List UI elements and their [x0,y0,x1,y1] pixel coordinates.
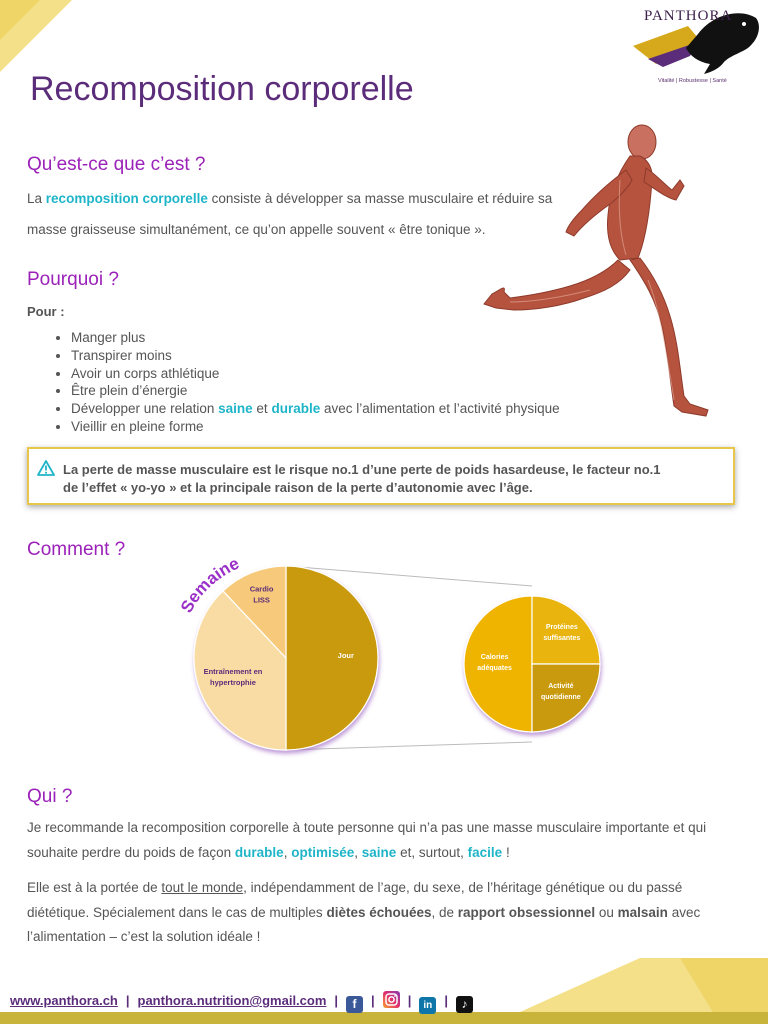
comma: , [283,844,288,860]
website-link[interactable]: www.panthora.ch [10,993,118,1008]
highlight-durable: durable [271,401,321,417]
highlight-durable: durable [234,844,284,860]
definition-text: consiste à développer sa masse musculaire et réduire sa [211,191,553,206]
heading-what-is-it: Qu’est-ce que c’est ? [27,154,206,175]
linkedin-icon[interactable]: in [419,997,436,1014]
list-item-text: avec l’alimentation et l’activité physique [323,401,560,417]
who-p2-line-1 [27,876,700,901]
facebook-icon[interactable]: f [346,996,363,1013]
warning-box [27,447,735,505]
who-paragraph-2 [27,876,700,950]
bold-dietes: diètes échouées [326,904,432,920]
pie-slice-label: Calories adéquates [477,654,512,672]
heading-how: Comment ? [27,539,126,560]
list-item: • Transpirer moins [71,347,560,365]
pie-of-pie-chart [176,553,620,756]
who-text: , indépendamment de l’age, du sexe, de l’héritage génétique ou du passé [243,880,683,895]
tiktok-icon[interactable]: ♪ [456,996,473,1013]
page-title: Recomposition corporelle [30,70,414,108]
list-item-text: Développer une relation [71,401,215,417]
who-text: avec [671,904,701,920]
instagram-icon[interactable] [383,991,400,1008]
bold-malsain: malsain [617,904,668,920]
pie-slice-label: Cardio LISS [249,584,274,605]
heading-who: Qui ? [27,786,73,807]
who-paragraph-1 [27,816,706,865]
list-item: • Être plein d’énergie [71,382,560,400]
heading-why: Pourquoi ? [27,269,119,290]
panthora-logo [628,4,763,90]
separator: | [334,993,339,1008]
who-text: ! [505,844,510,860]
underline-tout-le-monde: tout le monde [161,880,244,895]
list-item: • Avoir un corps athlétique [71,365,560,383]
who-text: souhaite perdre du poids de façon [27,844,232,860]
definition-line-2: masse graisseuse simultanément, ce qu’on appelle souvent « être tonique ». [27,222,486,237]
pour-label: Pour : [27,304,65,319]
footer-links [10,991,473,1014]
corner-decoration [0,0,72,72]
bold-rapport: rapport obsessionnel [457,904,596,920]
list-item: • Manger plus [71,329,560,347]
who-text: et, surtout, [400,844,464,860]
warning-line-1: La perte de masse musculaire est le risque no.1 d’une perte de poids hasardeuse, le facteur no.1 [63,462,661,477]
who-p2-line-3: l’alimentation – c’est la solution idéale ! [27,929,261,944]
pie-slice [286,566,378,750]
pie-slice-label: Entraînement en hypertrophie [203,666,263,687]
highlight-optimisee: optimisée [291,844,355,860]
warning-text [63,461,661,497]
who-text: , de [431,904,455,920]
who-line-1: Je recommande la recomposition corporelle à toute personne qui n’a pas une masse musculaire importante et qui [27,820,707,835]
brand-name: PANTHORA [644,8,733,24]
term-highlight: recomposition corporelle [45,191,208,206]
warning-line-2: de l’effet « yo-yo » et la principale raison de la perte d’autonomie avec l’âge. [63,480,533,495]
list-item [71,400,560,418]
who-text: ou [598,904,614,920]
highlight-facile: facile [467,844,503,860]
pie-slice-label: Activité quotidienne [541,682,581,701]
list-item-text: et [256,401,268,417]
warning-icon [37,460,55,476]
benefits-list [27,329,560,436]
pie-slice-label: Jour [337,651,354,660]
list-item: • Vieillir en pleine forme [71,418,560,436]
who-text: Elle est à la portée de [27,880,158,895]
separator: | [407,993,412,1008]
email-link[interactable]: panthora.nutrition@gmail.com [137,993,327,1008]
who-line-2 [27,841,706,866]
separator: | [371,993,375,1008]
separator: | [444,993,448,1008]
pie-slice [464,596,532,732]
day-pie [464,596,600,732]
definition-text: La [27,191,43,206]
highlight-saine: saine [218,401,253,417]
pie-slice-label: Protéines suffisantes [543,624,581,643]
highlight-saine: saine [361,844,397,860]
chart-title-path: Semaine [176,553,243,616]
who-p2-line-2 [27,901,700,926]
separator: | [125,993,130,1008]
comma: , [354,844,359,860]
connector-line [286,742,532,750]
brand-tagline: Vitalité | Robustesse | Santé [658,78,727,84]
who-text: diététique. Spécialement dans le cas de multiples [27,904,323,920]
